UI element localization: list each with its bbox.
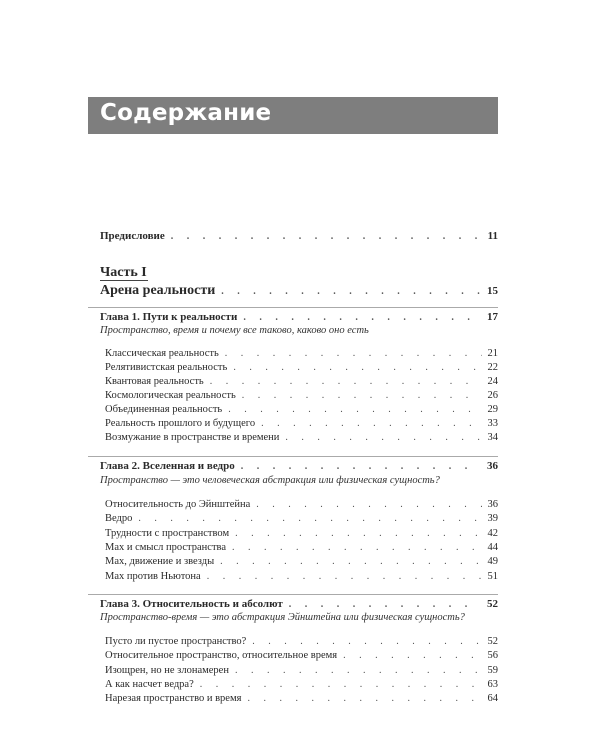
dot-leader [241, 461, 481, 472]
dot-leader [138, 513, 481, 524]
toc-entry-chapter[interactable] [100, 460, 498, 472]
toc-entry-label: Относительность до Эйнштейна [105, 499, 251, 510]
chapter-rule [88, 456, 498, 457]
dot-leader [228, 404, 481, 415]
dot-leader [220, 556, 481, 567]
toc-entry-part-title[interactable] [100, 283, 498, 299]
dot-leader [225, 348, 482, 359]
toc-entry-page: 22 [487, 362, 498, 373]
toc-entry-label: Мах против Ньютона [105, 571, 201, 582]
dot-leader [289, 599, 481, 610]
toc-entry-page: 34 [487, 432, 498, 443]
toc-entry-page: 21 [487, 348, 498, 359]
chapter-subtitle: Пространство — это человеческая абстракция или физическая сущность? [100, 475, 440, 486]
toc-entry-chapter[interactable] [100, 311, 498, 323]
toc-entry-section[interactable] [105, 528, 498, 539]
toc-entry-page: 42 [487, 528, 498, 539]
toc-entry-section[interactable] [105, 665, 498, 676]
chapter-subtitle: Пространство-время — это абстракция Эйнштейна или физическая сущность? [100, 612, 465, 623]
dot-leader [235, 528, 481, 539]
toc-entry-label: Ведро [105, 513, 133, 524]
toc-entry-label: Нарезая пространство и время [105, 693, 242, 704]
part-label: Часть I [100, 265, 147, 280]
toc-entry-label: Трудности с пространством [105, 528, 230, 539]
toc-entry-section[interactable] [105, 362, 498, 373]
toc-entry-label: Глава 3. Относительность и абсолют [100, 598, 283, 610]
dot-leader [247, 693, 481, 704]
toc-entry-section[interactable] [105, 556, 498, 567]
toc-entry-page: 64 [487, 693, 498, 704]
toc-entry-section[interactable] [105, 571, 498, 582]
toc-entry-section[interactable] [105, 432, 498, 443]
dot-leader [243, 312, 481, 323]
toc-entry-page: 56 [487, 650, 498, 661]
dot-leader [252, 636, 481, 647]
toc-entry-label: Изощрен, но не злонамерен [105, 665, 229, 676]
part-underline [100, 280, 148, 281]
toc-entry-label: А как насчет ведра? [105, 679, 194, 690]
toc-entry-label: Глава 2. Вселенная и ведро [100, 460, 235, 472]
dot-leader [343, 650, 481, 661]
toc-entry-chapter[interactable] [100, 598, 498, 610]
toc-entry-page: 49 [487, 556, 498, 567]
dot-leader [256, 499, 481, 510]
toc-entry-label: Классическая реальность [105, 348, 219, 359]
toc-entry-section[interactable] [105, 404, 498, 415]
toc-entry-label: Релятивистская реальность [105, 362, 228, 373]
toc-entry-section[interactable] [105, 348, 498, 359]
toc-entry-label: Возмужание в пространстве и времени [105, 432, 280, 443]
toc-entry-section[interactable] [105, 542, 498, 553]
toc-entry-label: Мах и смысл пространства [105, 542, 227, 553]
dot-leader [232, 542, 481, 553]
chapter-subtitle: Пространство, время и почему все таково, каково оно есть [100, 325, 369, 336]
toc-entry-page: 17 [487, 311, 498, 323]
toc-entry-section[interactable] [105, 418, 498, 429]
toc-entry-section[interactable] [105, 693, 498, 704]
dot-leader [235, 665, 482, 676]
toc-entry-section[interactable] [105, 499, 498, 510]
toc-entry-page: 59 [487, 665, 498, 676]
toc-entry-label: Пусто ли пустое пространство? [105, 636, 247, 647]
dot-leader [221, 286, 481, 297]
toc-entry-section[interactable] [105, 390, 498, 401]
toc-entry-section[interactable] [105, 376, 498, 387]
toc-entry-page: 39 [487, 513, 498, 524]
toc-entry-label: Предисловие [100, 230, 165, 242]
toc-entry-page: 29 [487, 404, 498, 415]
dot-leader [242, 390, 482, 401]
dot-leader [233, 362, 481, 373]
toc-entry-page: 15 [487, 285, 498, 297]
chapter-rule [88, 594, 498, 595]
dot-leader [207, 571, 482, 582]
toc-entry-label: Арена реальности [100, 283, 216, 298]
toc-entry-label: Реальность прошлого и будущего [105, 418, 256, 429]
toc-entry-page: 52 [487, 636, 498, 647]
toc-entry-page: 36 [487, 499, 498, 510]
toc-entry-page: 11 [487, 230, 498, 242]
toc-entry-page: 51 [487, 571, 498, 582]
toc-entry-page: 44 [487, 542, 498, 553]
toc-entry-page: 26 [487, 390, 498, 401]
toc-entry-label: Квантовая реальность [105, 376, 204, 387]
toc-entry-preface[interactable] [100, 230, 498, 242]
toc-entry-label: Относительное пространство, относительное время [105, 650, 338, 661]
toc-entry-section[interactable] [105, 636, 498, 647]
toc-entry-label: Космологическая реальность [105, 390, 236, 401]
toc-entry-page: 24 [487, 376, 498, 387]
toc-entry-page: 63 [487, 679, 498, 690]
dot-leader [210, 376, 482, 387]
toc-entry-section[interactable] [105, 679, 498, 690]
chapter-rule [88, 307, 498, 308]
toc-entry-page: 52 [487, 598, 498, 610]
dot-leader [171, 231, 482, 242]
toc-entry-label: Глава 1. Пути к реальности [100, 311, 238, 323]
toc-entry-page: 36 [487, 460, 498, 472]
dot-leader [285, 432, 481, 443]
dot-leader [261, 418, 481, 429]
toc-entry-section[interactable] [105, 513, 498, 524]
toc-entry-label: Объединенная реальность [105, 404, 223, 415]
dot-leader [200, 679, 482, 690]
toc-entry-page: 33 [487, 418, 498, 429]
toc-entry-label: Мах, движение и звезды [105, 556, 215, 567]
toc-entry-section[interactable] [105, 650, 498, 661]
page-title: Содержание [100, 100, 272, 126]
